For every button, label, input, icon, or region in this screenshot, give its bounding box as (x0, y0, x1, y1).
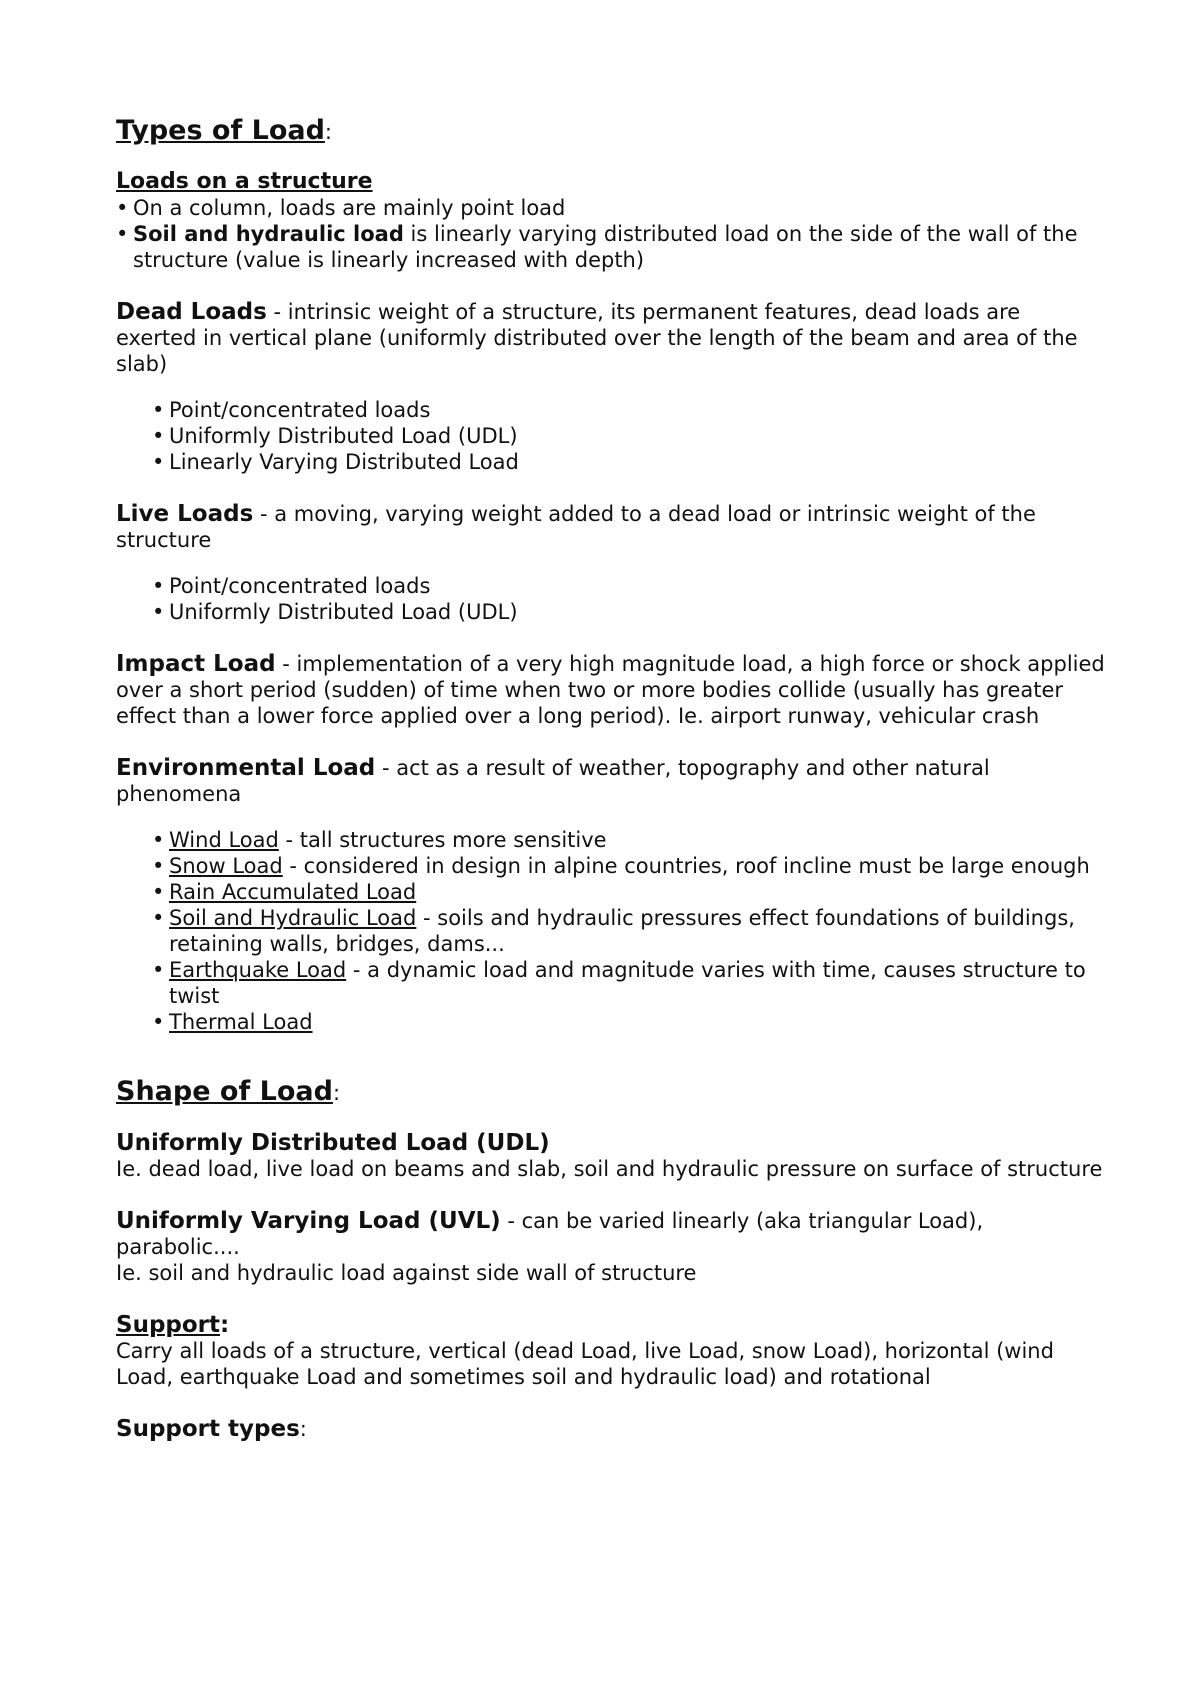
shape-of-load-title: Shape of Load (116, 1076, 333, 1107)
environmental-load-paragraph (116, 755, 1106, 807)
list-item-text: Point/concentrated loads (169, 574, 431, 598)
live-loads-paragraph (116, 501, 1106, 553)
list-item (152, 827, 1106, 853)
uvl-example: Ie. soil and hydraulic load against side wall of structure (116, 1261, 697, 1285)
loads-on-structure-heading: Loads on a structure (116, 169, 373, 194)
impact-load-desc: - implementation of a very high magnitude load, a high force or shock applied over a short period (sudden) of time when two or more bodies collide (usually has greater effect than a lower force applied over a long period). Ie. airport runway, vehicular crash (116, 652, 1105, 728)
uvl-desc: - can be varied linearly (aka triangular Load), parabolic.... (116, 1209, 984, 1259)
list-item-text: Uniformly Distributed Load (UDL) (169, 600, 518, 624)
heading-colon: : (332, 1081, 341, 1105)
dead-loads-list (152, 397, 1106, 475)
list-item-text: - tall structures more sensitive (278, 828, 607, 852)
udl-title: Uniformly Distributed Load (UDL) (116, 1130, 550, 1156)
list-item (152, 397, 1106, 423)
list-item-text: - a dynamic load and magnitude varies with time, causes structure to twist (169, 958, 1086, 1008)
list-item-text: is linearly varying distributed load on the side of the wall of the structure (value is linearly increased with depth) (133, 222, 1078, 272)
snow-load-link[interactable]: Snow Load (169, 854, 283, 878)
uvl-paragraph (116, 1208, 1106, 1260)
impact-load-title: Impact Load (116, 651, 276, 677)
heading-colon: : (299, 1417, 307, 1441)
list-item (152, 1009, 1106, 1035)
support-types-title: Support types (116, 1416, 300, 1442)
list-item (152, 449, 1106, 475)
environmental-load-list (152, 827, 1106, 1035)
uvl-title: Uniformly Varying Load (UVL) (116, 1208, 501, 1234)
list-item (116, 195, 1106, 221)
earthquake-load-link[interactable]: Earthquake Load (169, 958, 347, 982)
support-title: Support (116, 1312, 221, 1338)
dead-loads-title: Dead Loads (116, 299, 267, 325)
list-item (152, 905, 1106, 957)
document-content (116, 114, 1106, 1442)
list-item (152, 599, 1106, 625)
thermal-load-link[interactable]: Thermal Load (169, 1010, 313, 1034)
soil-hydraulic-load-link[interactable]: Soil and Hydraulic Load (169, 906, 417, 930)
heading-colon: : (220, 1312, 230, 1338)
rain-accumulated-load-link[interactable]: Rain Accumulated Load (169, 880, 417, 904)
loads-on-structure-list (116, 195, 1106, 273)
list-item-text: - soils and hydraulic pressures effect foundations of buildings, retaining walls, bridges, dams... (169, 906, 1075, 956)
list-item-text: On a column, loads are mainly point load (133, 196, 566, 220)
environmental-load-title: Environmental Load (116, 755, 376, 781)
types-of-load-heading (116, 114, 1106, 149)
live-loads-desc: - a moving, varying weight added to a dead load or intrinsic weight of the structure (116, 502, 1036, 552)
list-item-text: Point/concentrated loads (169, 398, 431, 422)
live-loads-title: Live Loads (116, 501, 254, 527)
list-item-bold: Soil and hydraulic load (133, 222, 404, 246)
list-item (152, 573, 1106, 599)
list-item-text: Linearly Varying Distributed Load (169, 450, 519, 474)
environmental-load-desc: - act as a result of weather, topography and other natural phenomena (116, 756, 990, 806)
list-item (116, 221, 1106, 273)
support-desc: Carry all loads of a structure, vertical (dead Load, live Load, snow Load), horizontal (wind Load, earthquake Load and sometimes soil and hydraulic load) and rotational (116, 1339, 1054, 1389)
list-item-text: Uniformly Distributed Load (UDL) (169, 424, 518, 448)
wind-load-link[interactable]: Wind Load (169, 828, 279, 852)
list-item-text: - considered in design in alpine countries, roof incline must be large enough (282, 854, 1090, 878)
dead-loads-desc: - intrinsic weight of a structure, its permanent features, dead loads are exerted in vertical plane (uniformly distributed over the length of the beam and area of the slab) (116, 300, 1078, 376)
live-loads-list (152, 573, 1106, 625)
impact-load-paragraph (116, 651, 1106, 729)
shape-of-load-heading (116, 1075, 1106, 1110)
list-item (152, 423, 1106, 449)
support-heading (116, 1312, 1106, 1338)
list-item (152, 879, 1106, 905)
list-item (152, 853, 1106, 879)
heading-colon: : (324, 120, 332, 144)
support-types-heading (116, 1416, 1106, 1442)
types-of-load-title: Types of Load (116, 115, 325, 146)
list-item (152, 957, 1106, 1009)
dead-loads-paragraph (116, 299, 1106, 377)
udl-desc: Ie. dead load, live load on beams and slab, soil and hydraulic pressure on surface of structure (116, 1157, 1103, 1181)
